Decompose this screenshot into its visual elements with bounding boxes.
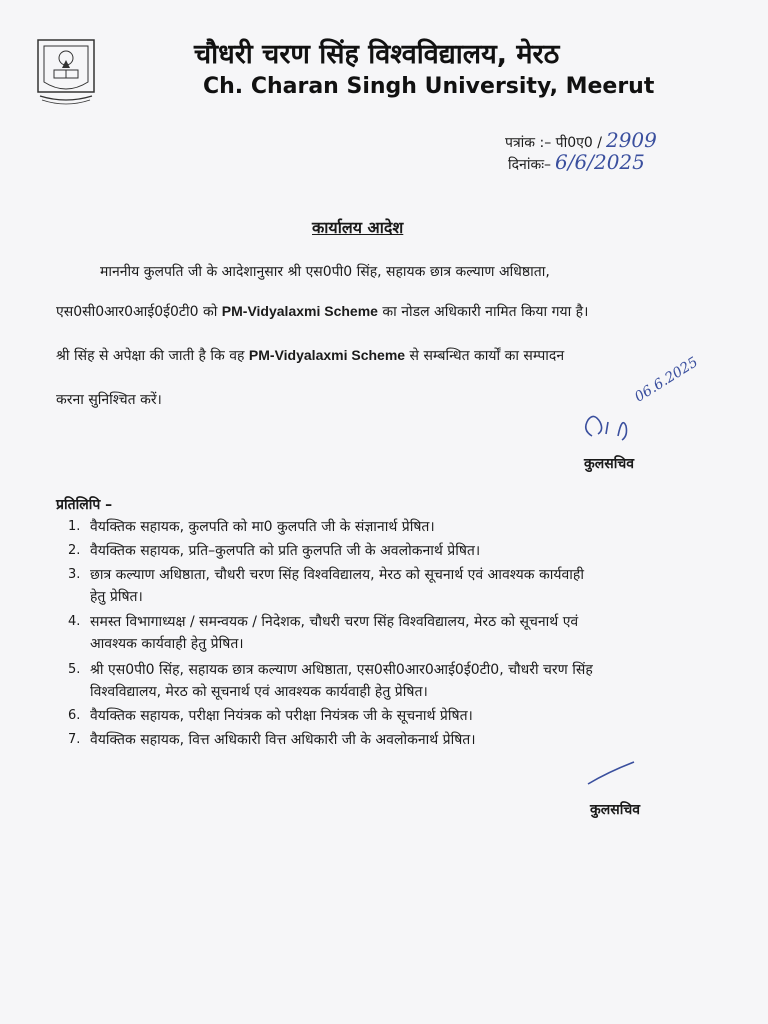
copy-item-continued: विश्वविद्यालय, मेरठ को सूचनार्थ एवं आवश्यक कार्यवाही हेतु प्रेषित। [90,684,428,700]
university-title-english: Ch. Charan Singh University, Meerut [203,74,655,99]
scheme-name: PM-Vidyalaxmi Scheme [248,347,406,363]
copy-item: वैयक्तिक सहायक, परीक्षा नियंत्रक को परीक्षा नियंत्रक जी के सूचनार्थ प्रेषित। [90,708,473,724]
body-line-3: श्री सिंह से अपेक्षा की जाती है कि वह PM-Vidyalaxmi Scheme से सम्बन्धित कार्यों का सम्पादन [56,347,565,364]
copy-item: वैयक्तिक सहायक, वित्त अधिकारी वित्त अधिकारी जी के अवलोकनार्थ प्रेषित। [90,732,476,748]
copy-item: वैयक्तिक सहायक, कुलपति को मा0 कुलपति जी के संज्ञानार्थ प्रेषित। [90,519,435,535]
document-date [508,150,645,174]
copy-item-number: 5. [68,662,81,677]
order-heading: कार्यालय आदेश [312,218,404,237]
copy-item-number: 7. [68,732,81,747]
date-label: दिनांकः– [508,157,552,173]
body-line-4: करना सुनिश्चित करें। [56,392,162,408]
footer-signature [584,758,640,788]
copy-item: वैयक्तिक सहायक, प्रति–कुलपति को प्रति कुलपति जी के अवलोकनार्थ प्रेषित। [90,543,481,559]
reference-label: पत्रांक :– पी0ए0 / [505,135,602,151]
date-handwritten: 6/6/2025 [555,150,645,174]
footer-signatory-label: कुलसचिव [590,802,641,818]
copy-item: समस्त विभागाध्यक्ष / समन्वयक / निदेशक, चौधरी चरण सिंह विश्वविद्यालय, मेरठ को सूचनार्थ एवं [90,614,579,630]
copy-item: छात्र कल्याण अधिष्ठाता, चौधरी चरण सिंह विश्वविद्यालय, मेरठ को सूचनार्थ एवं आवश्यक कार्यवाही [90,567,584,583]
signature-date: 06.6.2025 [632,354,701,406]
copy-item-number: 4. [68,614,81,629]
university-title-hindi: चौधरी चरण सिंह विश्वविद्यालय, मेरठ [194,39,560,70]
copy-to-heading: प्रतिलिपि – [56,497,113,513]
copy-item-number: 6. [68,708,81,723]
reference-number [505,128,657,152]
body-line-2: एस0सी0आर0आई0ई0टी0 को PM-Vidyalaxmi Scheme का नोडल अधिकारी नामित किया गया है। [56,303,589,320]
university-seal-logo [36,38,96,110]
copy-item-continued: हेतु प्रेषित। [90,589,143,605]
reference-number-handwritten: 2909 [605,128,657,152]
copy-item-number: 1. [68,519,81,534]
copy-item: श्री एस0पी0 सिंह, सहायक छात्र कल्याण अधिष्ठाता, एस0सी0आर0आई0ई0टी0, चौधरी चरण सिंह [90,662,593,678]
body-line-1: माननीय कुलपति जी के आदेशानुसार श्री एस0पी0 सिंह, सहायक छात्र कल्याण अधिष्ठाता, [100,264,550,280]
signatory-label: कुलसचिव [584,456,635,472]
copy-item-continued: आवश्यक कार्यवाही हेतु प्रेषित। [90,636,244,652]
copy-item-number: 2. [68,543,81,558]
copy-item-number: 3. [68,567,81,582]
scheme-name: PM-Vidyalaxmi Scheme [221,303,378,319]
